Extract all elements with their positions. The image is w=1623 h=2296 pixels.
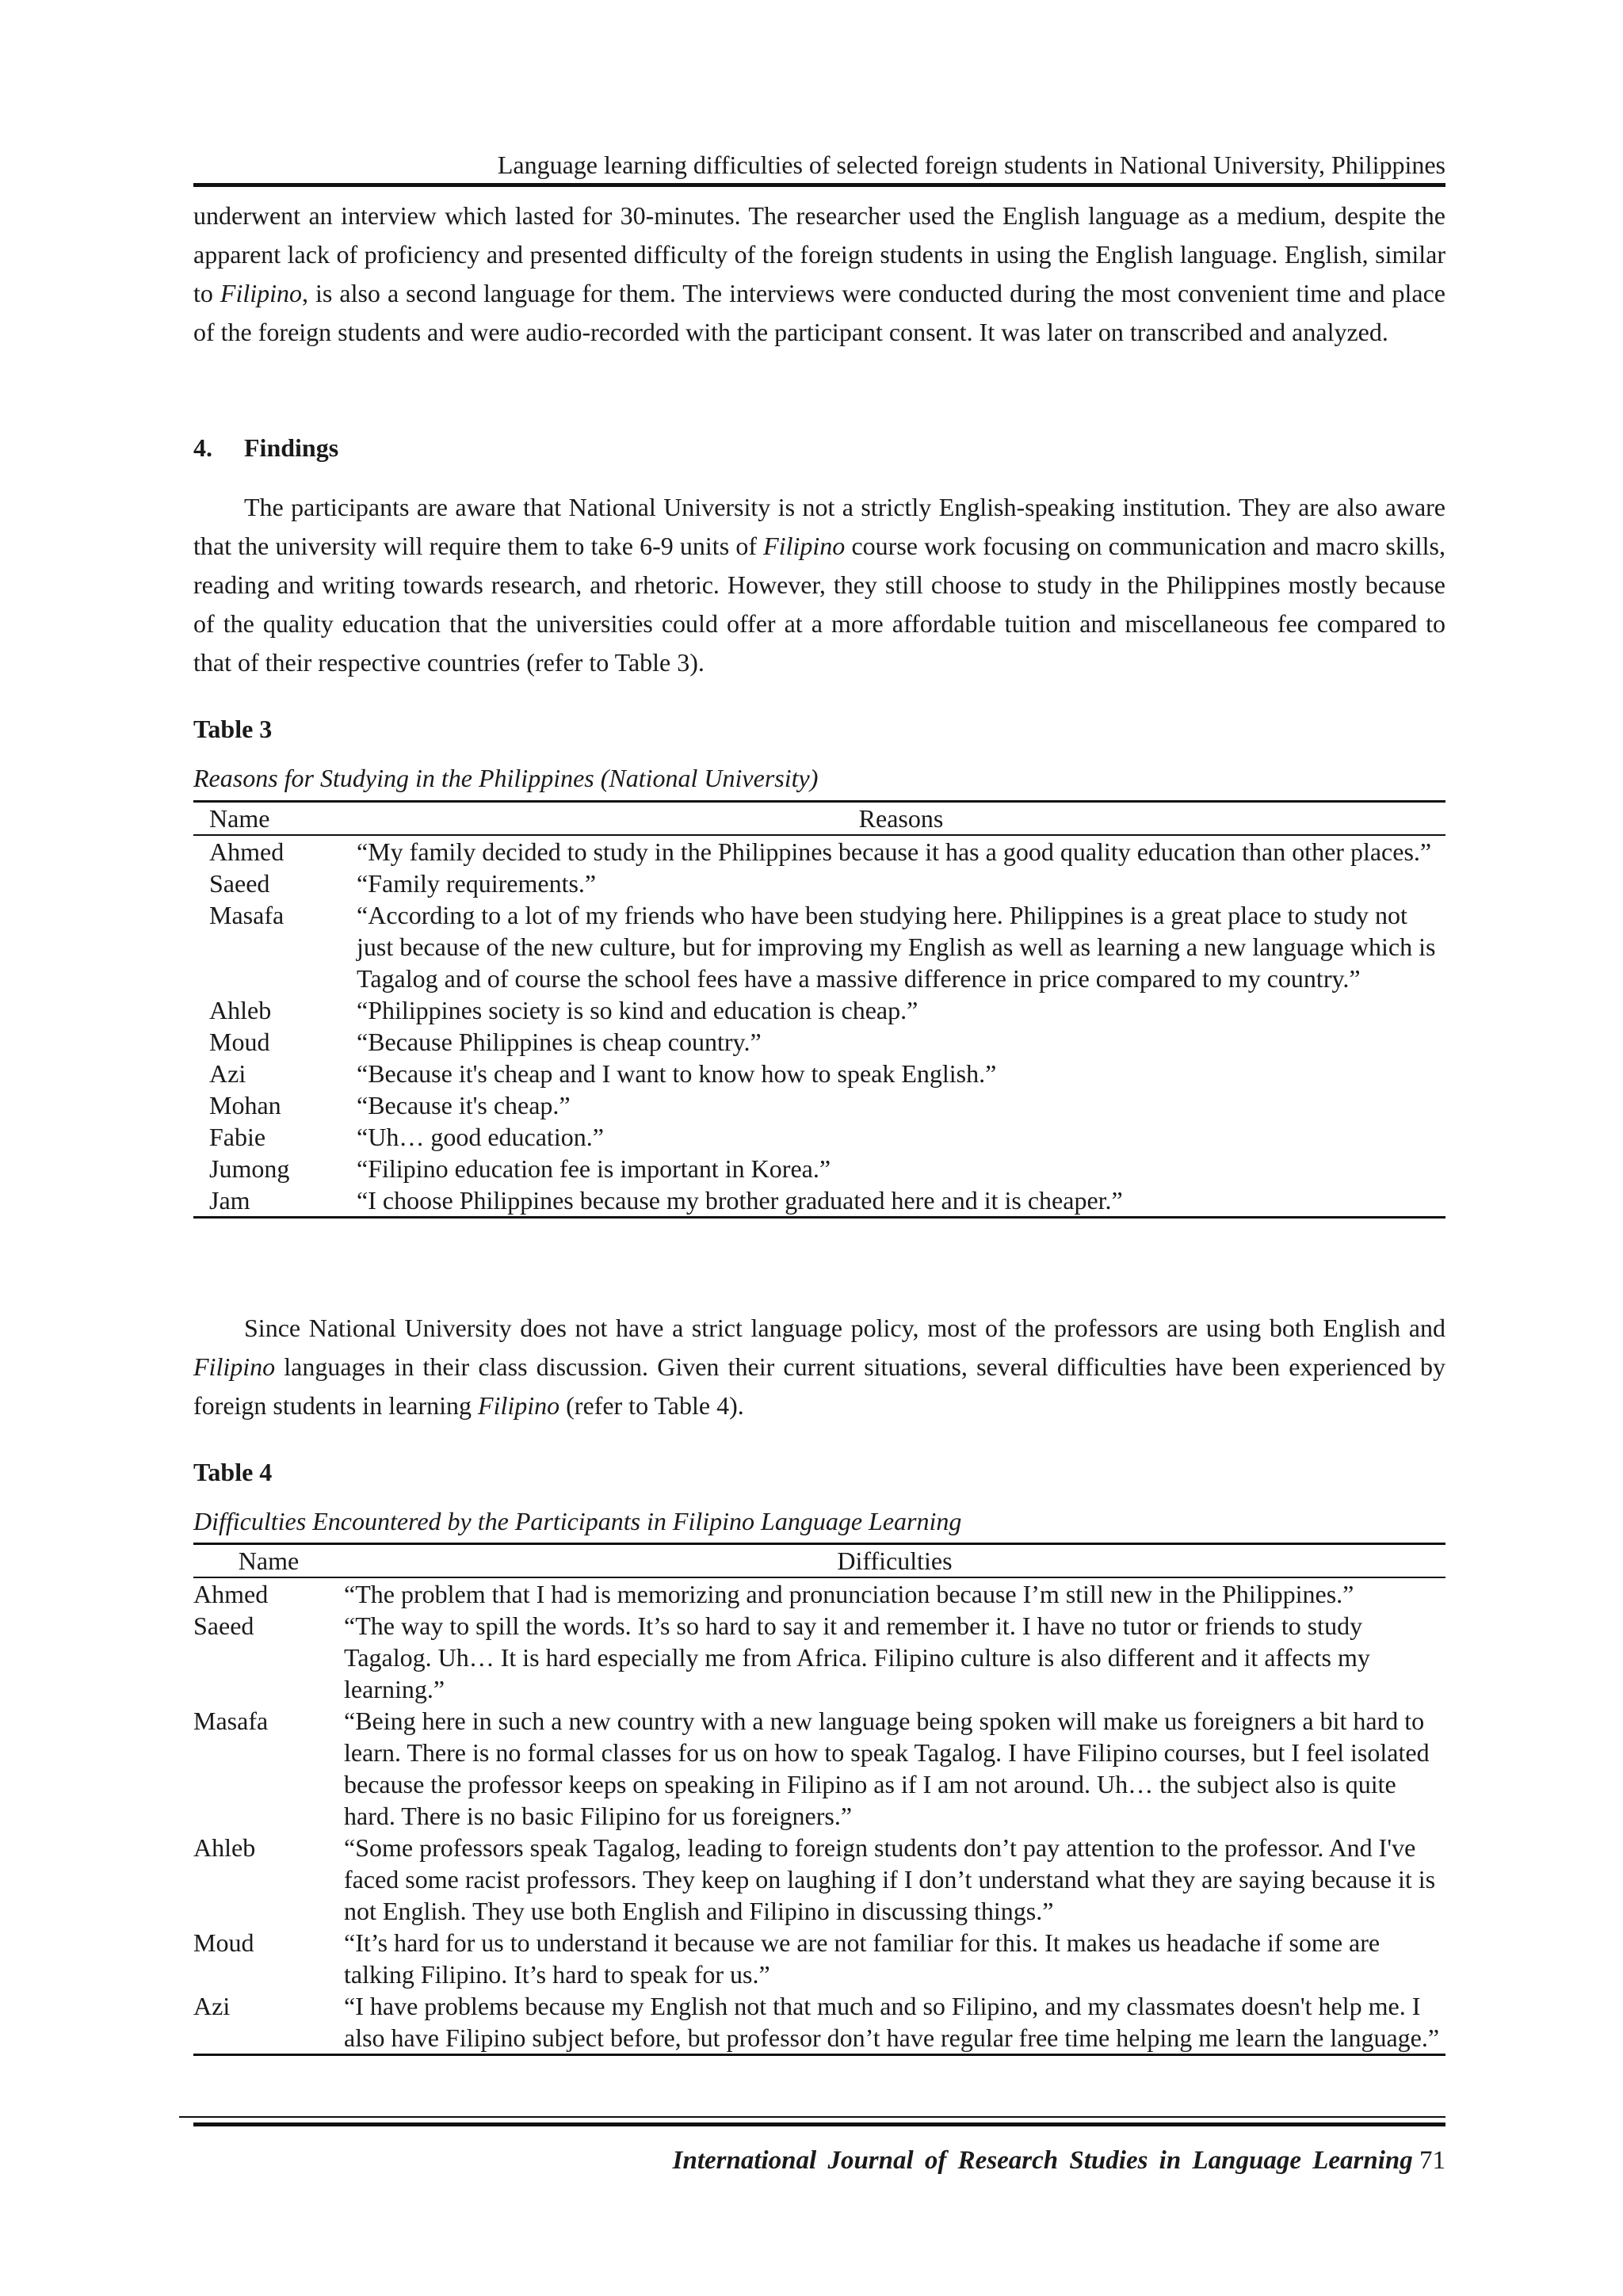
table3-reason-cell: “Because it's cheap.”: [357, 1091, 571, 1119]
table3-header-name: Name: [193, 802, 357, 836]
table-row: [193, 868, 1445, 899]
table4-difficulty-cell: “Some professors speak Tagalog, leading to foreign students don’t pay attention to the professor. And I've faced some racist professors. They keep on laughing if I don’t understand what they are saying because it is not English. They use both English and Filipino in discussing things.”: [344, 1833, 1436, 1925]
table3-reason-cell: “Filipino education fee is important in Korea.”: [357, 1154, 831, 1183]
table-row: [193, 1058, 1445, 1089]
table3-reason-cell: “Uh… good education.”: [357, 1123, 604, 1151]
section-title: Findings: [244, 433, 339, 462]
table3-reason-cell: “Because it's cheap and I want to know how to speak English.”: [357, 1059, 997, 1088]
table3-name-cell: Jam: [193, 1184, 357, 1218]
table4-caption: Difficulties Encountered by the Participants in Filipino Language Learning: [193, 1507, 962, 1535]
table-row: [193, 1089, 1445, 1121]
section-number: 4.: [193, 433, 212, 462]
table3: [193, 800, 1445, 1219]
table4-name-cell: Masafa: [193, 1707, 269, 1735]
policy-paragraph: Since National University does not have a strict language policy, most of the professors are using both English and Filipino languages in their class discussion. Given their current situations, several difficulties have been experienced by foreign students in learning Filipino (refer to Table 4).: [193, 1314, 1445, 1420]
table3-name-cell: Moud: [209, 1028, 270, 1056]
intro-paragraph: underwent an interview which lasted for 30-minutes. The researcher used the English language as a medium, despite the apparent lack of proficiency and presented difficulty of the foreign students in using the English language. English, similar to Filipino, is also a second language for them. The interviews were conducted during the most convenient time and place of the foreign students and were audio-recorded with the participant consent. It was later on transcribed and analyzed.: [193, 201, 1446, 346]
footer-rule-thin: [179, 2116, 1445, 2118]
table3-name-cell: Masafa: [209, 901, 285, 929]
table-row: [193, 1610, 1445, 1705]
table3-reason-cell: “Because Philippines is cheap country.”: [357, 1028, 762, 1056]
table4-name-cell: Saeed: [193, 1611, 254, 1640]
table3-name-cell: Jumong: [209, 1154, 290, 1183]
table-row: [193, 1705, 1445, 1832]
table3-name-cell: Saeed: [209, 869, 270, 898]
table4-difficulty-cell: “It’s hard for us to understand it because we are not familiar for this. It makes us headache if some are talking Filipino. It’s hard to speak for us.”: [344, 1928, 1381, 1989]
table-row: [193, 1927, 1445, 1990]
table4-header-difficulties: Difficulties: [344, 1544, 1445, 1578]
findings-paragraph: The participants are aware that National University is not a strictly English-speaking institution. They are also aware that the university will require them to take 6-9 units of Filipino course work focusing on communication and macro skills, reading and writing towards research, and rhetoric. However, they still choose to study in the Philippines mostly because of the quality education that the universities could offer at a more affordable tuition and miscellaneous fee compared to that of their respective countries (refer to Table 3).: [193, 493, 1446, 677]
table3-reason-cell: “Philippines society is so kind and education is cheap.”: [357, 996, 918, 1024]
table3-name-cell: Fabie: [209, 1123, 266, 1151]
table4-difficulty-cell: “Being here in such a new country with a new language being spoken will make us foreigners a bit hard to learn. There is no formal classes for us on how to speak Tagalog. I have Filipino courses, but I feel isolated because the professor keeps on speaking in Filipino as if I am not around. Uh… the subject also is quite hard. There is no basic Filipino for us foreigners.”: [344, 1707, 1430, 1830]
table-row: [193, 835, 1445, 868]
table3-label: Table 3: [193, 715, 273, 743]
section-heading: [193, 432, 338, 463]
table-row: [193, 1121, 1445, 1153]
table-row: [193, 1990, 1445, 2055]
table4-header-row: [193, 1544, 1445, 1578]
table3-name-cell: Ahleb: [209, 996, 272, 1024]
running-head: Language learning difficulties of selected foreign students in National University, Philippines: [497, 151, 1445, 179]
table4-difficulty-cell: “I have problems because my English not that much and so Filipino, and my classmates doesn't help me. I also have Filipino subject before, but professor don’t have regular free time helping me learn the language.”: [344, 1990, 1445, 2055]
page-footer: [193, 2143, 1445, 2178]
table-row: [193, 1026, 1445, 1058]
table-row: [193, 1577, 1445, 1610]
table3-reason-cell: “Family requirements.”: [357, 869, 597, 898]
table4-difficulty-cell: “The problem that I had is memorizing and pronunciation because I’m still new in the Philippines.”: [344, 1580, 1354, 1608]
table4-name-cell: Azi: [193, 1990, 344, 2055]
table-row: [193, 994, 1445, 1026]
table3-reason-cell: “According to a lot of my friends who have been studying here. Philippines is a great place to study not just because of the new culture, but for improving my English as well as learning a new language which is Tagalog and of course the school fees have a massive difference in price compared to my country.”: [357, 901, 1436, 993]
page-number: 71: [1419, 2146, 1445, 2175]
table3-reason-cell: “I choose Philippines because my brother graduated here and it is cheaper.”: [357, 1184, 1445, 1218]
table4-difficulty-cell: “The way to spill the words. It’s so hard to say it and remember it. I have no tutor or friends to study Tagalog. Uh… It is hard especially me from Africa. Filipino culture is also different and it affects my learning.”: [344, 1611, 1370, 1703]
table3-name-cell: Azi: [209, 1059, 246, 1088]
table-row: [193, 899, 1445, 994]
table4-header-name: Name: [193, 1544, 344, 1578]
table4-name-cell: Ahmed: [193, 1580, 269, 1608]
table4-name-cell: Moud: [193, 1928, 254, 1957]
table3-caption: Reasons for Studying in the Philippines (National University): [193, 764, 819, 792]
journal-name: International Journal of Research Studies in Language Learning: [672, 2146, 1413, 2175]
footer-rule-thick: [193, 2122, 1445, 2126]
table3-header-reasons: Reasons: [357, 802, 1445, 836]
table-row: [193, 1832, 1445, 1927]
table3-reason-cell: “My family decided to study in the Philippines because it has a good quality education than other places.”: [357, 837, 1432, 866]
table4-label: Table 4: [193, 1458, 273, 1486]
table4: [193, 1543, 1445, 2056]
table4-name-cell: Ahleb: [193, 1833, 256, 1862]
table3-header-row: [193, 802, 1445, 836]
header-rule: [193, 183, 1445, 187]
table3-name-cell: Mohan: [209, 1091, 281, 1119]
table3-name-cell: Ahmed: [209, 837, 285, 866]
table-row: [193, 1153, 1445, 1184]
table-row: [193, 1184, 1445, 1218]
